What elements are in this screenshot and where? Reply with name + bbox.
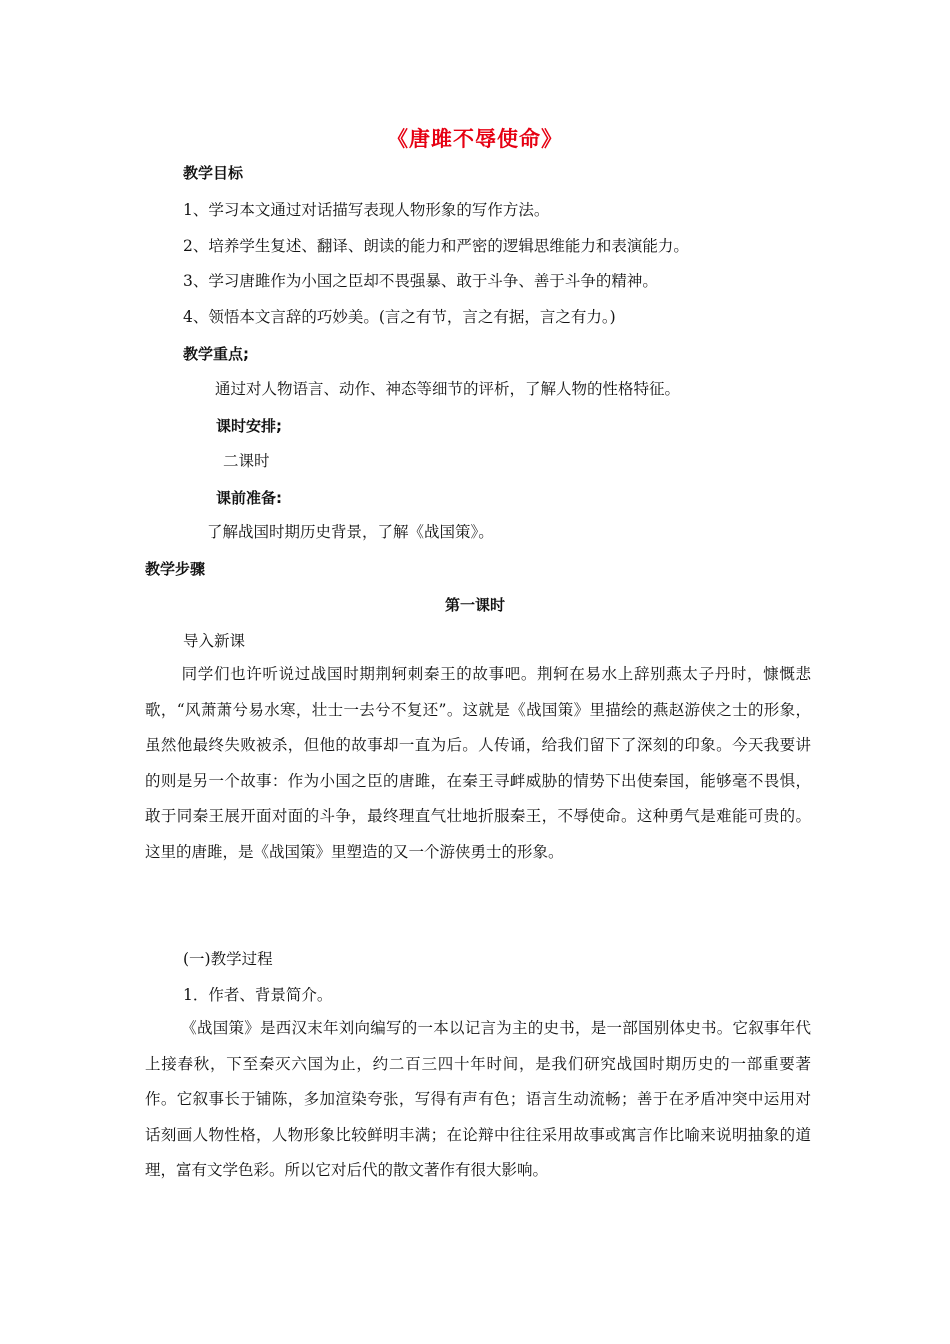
item1-paragraph [145, 1011, 811, 1189]
intro-heading: 导入新课 [183, 632, 246, 650]
item1-text: 《战国策》是西汉末年刘向编写的一本以记言为主的史书，是一部国别体史书。它叙事年代上接春秋，下至秦灭六国为止，约二百三四十年时间，是我们研究战国时期历史的一部重要著作。它叙事长于铺陈，多加渲染夸张，写得有声有色；语言生动流畅；善于在矛盾冲突中运用对话刻画人物性格，人物形象比较鲜明丰满；在论辩中往往采用故事或寓言作比喻来说明抽象的道理，富有文学色彩。所以它对后代的散文著作有很大影响。 [145, 1019, 811, 1179]
goal-item-3: 3、学习唐雎作为小国之臣却不畏强暴、敢于斗争、善于斗争的精神。 [183, 272, 658, 290]
process-heading: (一)教学过程 [183, 950, 273, 968]
intro-text: 同学们也许听说过战国时期荆轲刺秦王的故事吧。荆轲在易水上辞别燕太子丹时，慷慨悲歌，“风萧萧兮易水寒，壮士一去兮不复还”。这就是《战国策》里描绘的燕赵游侠之士的形象，虽然他最终失败被杀，但他的故事却一直为后。人传诵，给我们留下了深刻的印象。今天我要讲的则是另一个故事：作为小国之臣的唐雎，在秦王寻衅威胁的情势下出使秦国，能够毫不畏惧，敢于同秦王展开面对面的斗争，最终理直气壮地折服秦王，不辱使命。这种勇气是难能可贵的。这里的唐雎，是《战国策》里塑造的又一个游侠勇士的形象。 [145, 665, 811, 861]
goals-heading: 教学目标 [183, 164, 244, 182]
focus-heading: 教学重点; [183, 345, 249, 363]
focus-text: 通过对人物语言、动作、神态等细节的评析，了解人物的性格特征。 [215, 380, 681, 398]
goal-item-4: 4、领悟本文言辞的巧妙美。(言之有节，言之有据，言之有力。) [183, 308, 616, 326]
intro-paragraph [145, 657, 811, 870]
lesson-title: 第一课时 [444, 596, 505, 614]
schedule-heading: 课时安排; [216, 417, 282, 435]
item1-heading: 1．作者、背景简介。 [183, 986, 333, 1004]
goal-item-2: 2、培养学生复述、翻译、朗读的能力和严密的逻辑思维能力和表演能力。 [183, 237, 689, 255]
prep-heading: 课前准备: [216, 489, 282, 507]
schedule-text: 二课时 [223, 452, 270, 470]
steps-heading: 教学步骤 [145, 560, 206, 578]
goal-item-1: 1、学习本文通过对话描写表现人物形象的写作方法。 [183, 201, 550, 219]
prep-text: 了解战国时期历史背景，了解《战国策》。 [207, 523, 494, 541]
document-title: 《唐雎不辱使命》 [387, 127, 563, 151]
